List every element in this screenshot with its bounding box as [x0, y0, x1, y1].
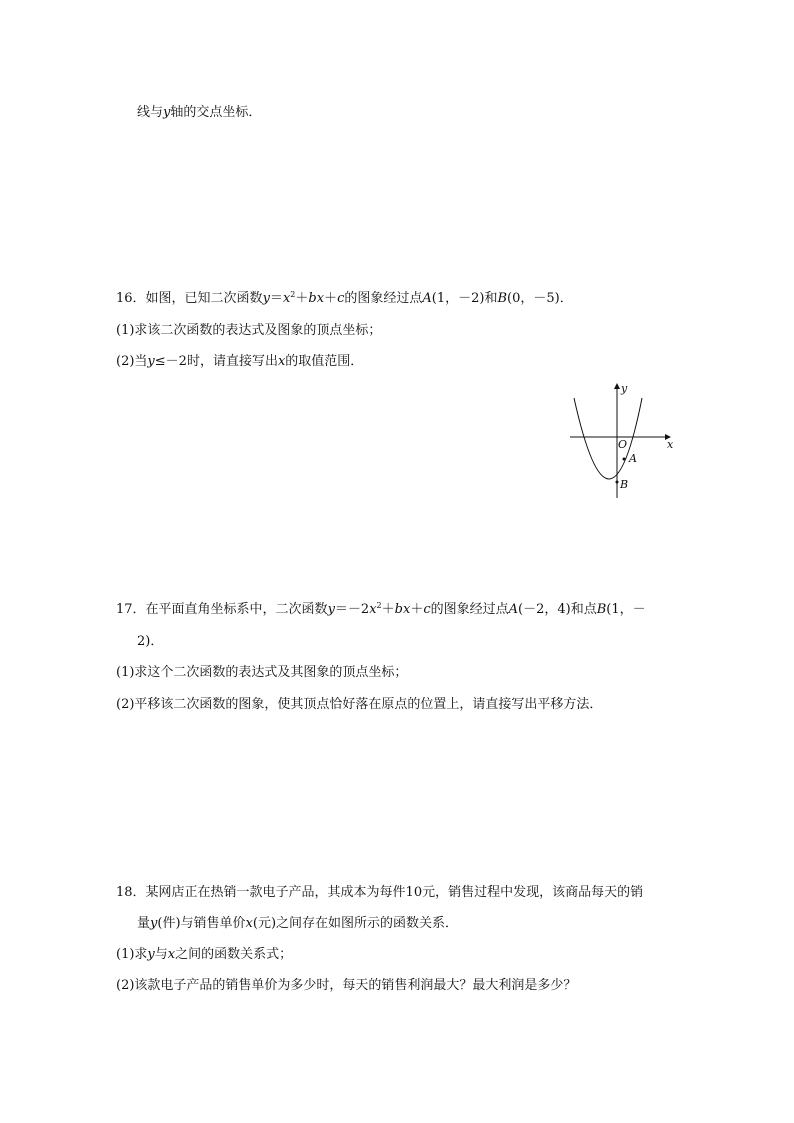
q18-stem-wrap: 量y(件)与销售单价x(元)之间存在如图所示的函数关系．	[137, 916, 459, 931]
q18-stem: 18．某网店正在热销一款电子产品，其成本为每件10元，销售过程中发现，该商品每天的销	[116, 885, 644, 900]
point-b-marker	[616, 481, 619, 484]
q18-number: 18．	[116, 885, 146, 900]
parabola-curve	[574, 398, 642, 479]
q16-number: 16．	[116, 291, 146, 306]
q16-parabola-figure	[566, 380, 682, 502]
q16-sub1: (1)求该二次函数的表达式及图象的顶点坐标；	[116, 323, 382, 338]
prev-continuation: 线与y轴的交点坐标．	[137, 105, 262, 120]
q17-sub1: (1)求这个二次函数的表达式及其图象的顶点坐标；	[116, 665, 408, 680]
point-a-label: A	[629, 452, 637, 465]
point-b-label: B	[620, 478, 629, 491]
q18-sub1: (1)求y与x之间的函数关系式；	[116, 947, 293, 962]
q17-number: 17．	[116, 602, 146, 617]
q16-stem: 16．如图，已知二次函数$y=x^2+bx+c$的图象经过点A(1，－2)和B(0，－5)．	[116, 290, 573, 306]
origin-label: O	[618, 438, 628, 451]
q17-stem-wrap: 2)．	[137, 634, 164, 649]
q16-sub2: (2)当y≤－2时，请直接写出x的取值范围．	[116, 354, 364, 369]
q18-sub2: (2)该款电子产品的销售单价为多少时，每天的销售利润最大？最大利润是多少？	[116, 978, 577, 993]
q17-stem: 17．在平面直角坐标系中，二次函数$y=-2x^2+bx+c$的图象经过点A(－2，4)和点B(1，－	[116, 601, 646, 617]
x-axis-label: x	[667, 438, 674, 451]
point-a-marker	[623, 458, 626, 461]
y-axis-label: y	[621, 382, 628, 395]
q17-sub2: (2)平移该二次函数的图象，使其顶点恰好落在原点的位置上，请直接写出平移方法．	[116, 697, 603, 712]
